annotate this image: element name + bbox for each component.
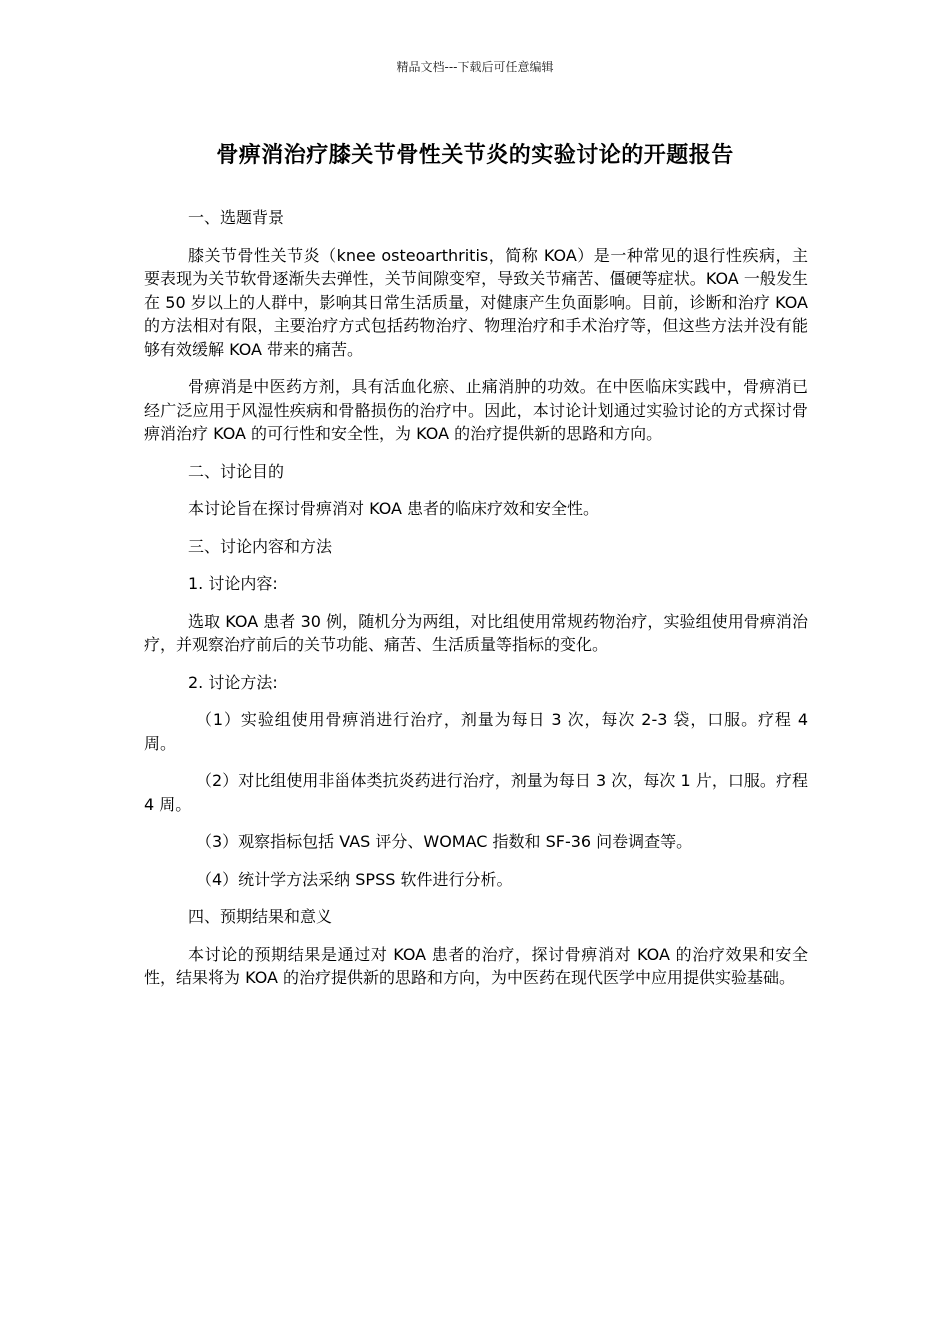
- method-item-2: （2）对比组使用非甾体类抗炎药进行治疗，剂量为每日 3 次，每次 1 片，口服。疗程 4 周。: [144, 771, 808, 814]
- paragraph-content: 选取 KOA 患者 30 例，随机分为两组，对比组使用常规药物治疗，实验组使用骨痹消治疗，并观察治疗前后的关节功能、痛苦、生活质量等指标的变化。: [144, 611, 808, 654]
- method-item-1: （1）实验组使用骨痹消进行治疗，剂量为每日 3 次，每次 2-3 袋，口服。疗程 4 周。: [144, 710, 808, 753]
- document-title: 骨痹消治疗膝关节骨性关节炎的实验讨论的开题报告: [216, 143, 734, 168]
- paragraph-expected-results: 本讨论的预期结果是通过对 KOA 患者的治疗，探讨骨痹消对 KOA 的治疗效果和安全性，结果将为 KOA 的治疗提供新的思路和方向，为中医药在现代医学中应用提供实验基础。: [144, 944, 808, 987]
- method-item-3: （3）观察指标包括 VAS 评分、WOMAC 指数和 SF-36 问卷调查等。: [196, 832, 693, 851]
- document-body: [144, 206, 808, 1004]
- subheading-methods: 2. 讨论方法:: [188, 672, 278, 692]
- paragraph-background-1: 膝关节骨性关节炎（knee osteoarthritis，简称 KOA）是一种常见的退行性疾病，主要表现为关节软骨逐渐失去弹性，关节间隙变窄，导致关节痛苦、僵硬等症状。KOA 一般发生在 50 岁以上的人群中，影响其日常生活质量，对健康产生负面影响。目前，诊断和治疗 KOA 的方法相对有限，主要治疗方式包括药物治疗、物理治疗和手术治疗等，但这些方法并没有能够有效缓解 KOA 带来的痛苦。: [144, 245, 808, 359]
- section-heading-content-methods: 三、讨论内容和方法: [188, 536, 333, 556]
- method-item-4: （4）统计学方法采纳 SPSS 软件进行分析。: [196, 869, 513, 889]
- paragraph-purpose: 本讨论旨在探讨骨痹消对 KOA 患者的临床疗效和安全性。: [188, 499, 600, 518]
- subheading-content: 1. 讨论内容:: [188, 574, 278, 593]
- section-heading-purpose: 二、讨论目的: [188, 461, 285, 481]
- section-heading-expected-results: 四、预期结果和意义: [188, 907, 333, 926]
- section-heading-background: 一、选题背景: [188, 208, 285, 227]
- paragraph-background-2: 骨痹消是中医药方剂，具有活血化瘀、止痛消肿的功效。在中医临床实践中，骨痹消已经广泛应用于风湿性疾病和骨骼损伤的治疗中。因此，本讨论计划通过实验讨论的方式探讨骨痹消治疗 KOA 的可行性和安全性，为 KOA 的治疗提供新的思路和方向。: [144, 377, 808, 443]
- page-header: 精品文档---下载后可任意编辑: [396, 60, 554, 74]
